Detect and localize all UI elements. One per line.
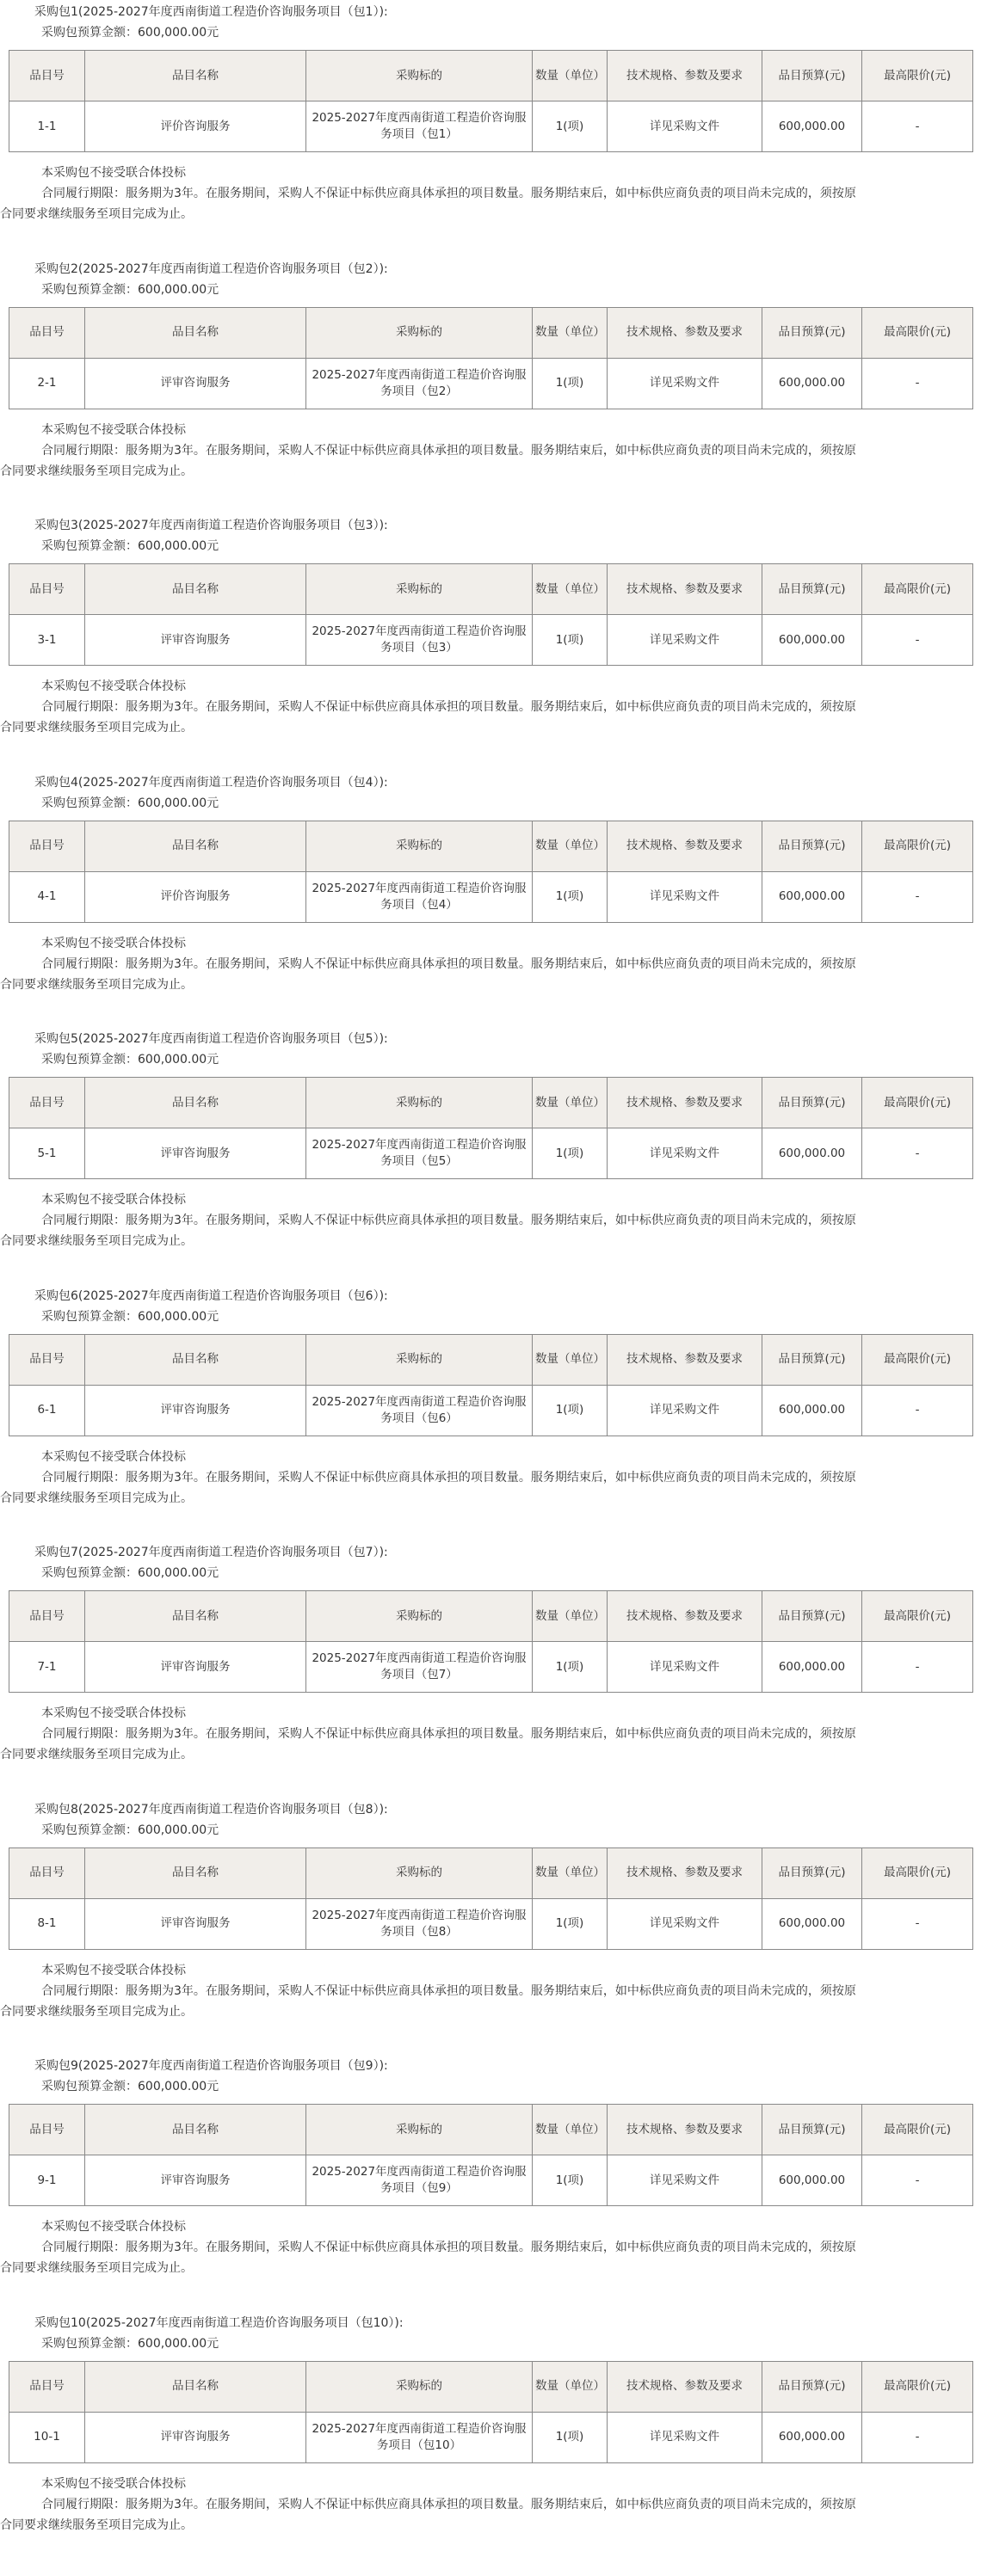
header-quantity: 数量（单位） <box>533 564 608 615</box>
table-header-row <box>9 1078 973 1128</box>
table-row <box>9 1642 973 1693</box>
package-title: 采购包5(2025-2027年度西南街道工程造价咨询服务项目（包5）): <box>34 1032 388 1046</box>
header-quantity: 数量（单位） <box>533 2105 608 2155</box>
header-subject: 采购标的 <box>306 1334 533 1385</box>
table-row <box>9 1385 973 1436</box>
cell-quantity: 1(项) <box>533 2155 608 2206</box>
header-max-price: 最高限价(元) <box>862 1078 973 1128</box>
table-header-row <box>9 1591 973 1642</box>
table-header-row <box>9 307 973 358</box>
cell-subject: 2025-2027年度西南街道工程造价咨询服务项目（包2） <box>306 358 533 409</box>
cell-spec: 详见采购文件 <box>608 2412 762 2462</box>
cell-item-no: 3-1 <box>9 615 85 666</box>
items-table <box>9 1847 973 1950</box>
cell-item-name: 评审咨询服务 <box>85 1385 306 1436</box>
contract-term-continued: 合同要求继续服务至项目完成为止。 <box>0 1234 193 1248</box>
cell-item-name: 评审咨询服务 <box>85 358 306 409</box>
header-subject: 采购标的 <box>306 2361 533 2412</box>
contract-term: 合同履行期限：服务期为3年。在服务期间，采购人不保证中标供应商具体承担的项目数量。服务期结束后，如中标供应商负责的项目尚未完成的，须按原 <box>41 443 856 458</box>
cell-quantity: 1(项) <box>533 871 608 922</box>
header-budget: 品目预算(元) <box>762 2105 862 2155</box>
items-table <box>9 821 973 923</box>
header-max-price: 最高限价(元) <box>862 2361 973 2412</box>
cell-max-price: - <box>862 1128 973 1179</box>
contract-term: 合同履行期限：服务期为3年。在服务期间，采购人不保证中标供应商具体承担的项目数量。服务期结束后，如中标供应商负责的项目尚未完成的，须按原 <box>41 1214 856 1227</box>
header-max-price: 最高限价(元) <box>862 821 973 871</box>
table-header-row <box>9 51 973 101</box>
header-subject: 采购标的 <box>306 821 533 871</box>
header-spec: 技术规格、参数及要求 <box>608 1591 762 1642</box>
contract-term: 合同履行期限：服务期为3年。在服务期间，采购人不保证中标供应商具体承担的项目数量。服务期结束后，如中标供应商负责的项目尚未完成的，须按原 <box>41 1983 856 1998</box>
consortium-note: 本采购包不接受联合体投标 <box>41 2220 186 2234</box>
header-spec: 技术规格、参数及要求 <box>608 1334 762 1385</box>
header-max-price: 最高限价(元) <box>862 564 973 615</box>
contract-term-continued: 合同要求继续服务至项目完成为止。 <box>0 1491 193 1505</box>
items-table <box>9 1077 973 1179</box>
contract-term-continued: 合同要求继续服务至项目完成为止。 <box>0 721 193 735</box>
header-subject: 采购标的 <box>306 564 533 615</box>
header-item-no: 品目号 <box>9 307 85 358</box>
cell-spec: 详见采购文件 <box>608 1642 762 1693</box>
cell-item-no: 10-1 <box>9 2412 85 2462</box>
items-table <box>9 2104 973 2206</box>
cell-item-no: 5-1 <box>9 1128 85 1179</box>
cell-max-price: - <box>862 2155 973 2206</box>
cell-subject: 2025-2027年度西南街道工程造价咨询服务项目（包3） <box>306 615 533 666</box>
header-spec: 技术规格、参数及要求 <box>608 564 762 615</box>
table-row <box>9 2155 973 2206</box>
package-title: 采购包1(2025-2027年度西南街道工程造价咨询服务项目（包1）): <box>34 5 388 19</box>
cell-item-name: 评价咨询服务 <box>85 101 306 152</box>
cell-quantity: 1(项) <box>533 2412 608 2462</box>
header-item-name: 品目名称 <box>85 1591 306 1642</box>
cell-item-no: 2-1 <box>9 358 85 409</box>
package-title: 采购包10(2025-2027年度西南街道工程造价咨询服务项目（包10）): <box>34 2315 404 2330</box>
table-row <box>9 1128 973 1179</box>
cell-max-price: - <box>862 101 973 152</box>
cell-item-no: 7-1 <box>9 1642 85 1693</box>
procurement-package <box>0 772 981 1030</box>
cell-quantity: 1(项) <box>533 1128 608 1179</box>
contract-term: 合同履行期限：服务期为3年。在服务期间，采购人不保证中标供应商具体承担的项目数量。服务期结束后，如中标供应商负责的项目尚未完成的，须按原 <box>41 700 856 714</box>
header-spec: 技术规格、参数及要求 <box>608 1847 762 1898</box>
package-title: 采购包7(2025-2027年度西南街道工程造价咨询服务项目（包7）): <box>34 1546 388 1559</box>
package-title: 采购包6(2025-2027年度西南街道工程造价咨询服务项目（包6）): <box>34 1288 388 1303</box>
header-max-price: 最高限价(元) <box>862 1847 973 1898</box>
cell-spec: 详见采购文件 <box>608 2155 762 2206</box>
header-item-no: 品目号 <box>9 51 85 101</box>
consortium-note: 本采购包不接受联合体投标 <box>41 1193 186 1207</box>
items-table <box>9 307 973 409</box>
cell-max-price: - <box>862 1642 973 1693</box>
cell-quantity: 1(项) <box>533 358 608 409</box>
header-quantity: 数量（单位） <box>533 307 608 358</box>
cell-subject: 2025-2027年度西南街道工程造价咨询服务项目（包7） <box>306 1642 533 1693</box>
consortium-note: 本采购包不接受联合体投标 <box>41 166 186 180</box>
header-spec: 技术规格、参数及要求 <box>608 2105 762 2155</box>
cell-subject: 2025-2027年度西南街道工程造价咨询服务项目（包5） <box>306 1128 533 1179</box>
cell-subject: 2025-2027年度西南街道工程造价咨询服务项目（包6） <box>306 1385 533 1436</box>
procurement-package <box>0 2056 981 2313</box>
header-item-name: 品目名称 <box>85 1847 306 1898</box>
cell-budget: 600,000.00 <box>762 1898 862 1949</box>
cell-quantity: 1(项) <box>533 1385 608 1436</box>
cell-spec: 详见采购文件 <box>608 358 762 409</box>
header-budget: 品目预算(元) <box>762 51 862 101</box>
cell-item-name: 评审咨询服务 <box>85 615 306 666</box>
cell-item-name: 评审咨询服务 <box>85 2412 306 2462</box>
package-budget: 采购包预算金额：600,000.00元 <box>41 1053 219 1067</box>
contract-term-continued: 合同要求继续服务至项目完成为止。 <box>0 977 193 992</box>
contract-term-continued: 合同要求继续服务至项目完成为止。 <box>0 464 193 478</box>
header-quantity: 数量（单位） <box>533 1847 608 1898</box>
package-budget: 采购包预算金额：600,000.00元 <box>41 1823 219 1837</box>
header-item-no: 品目号 <box>9 1334 85 1385</box>
cell-spec: 详见采购文件 <box>608 871 762 922</box>
contract-term-continued: 合同要求继续服务至项目完成为止。 <box>0 207 193 221</box>
consortium-note: 本采购包不接受联合体投标 <box>41 1706 186 1720</box>
header-budget: 品目预算(元) <box>762 307 862 358</box>
header-subject: 采购标的 <box>306 1078 533 1128</box>
procurement-package <box>0 259 981 516</box>
header-quantity: 数量（单位） <box>533 51 608 101</box>
cell-max-price: - <box>862 358 973 409</box>
cell-budget: 600,000.00 <box>762 101 862 152</box>
package-title: 采购包2(2025-2027年度西南街道工程造价咨询服务项目（包2）): <box>34 261 388 276</box>
cell-spec: 详见采购文件 <box>608 1898 762 1949</box>
package-budget: 采购包预算金额：600,000.00元 <box>41 2080 219 2093</box>
cell-budget: 600,000.00 <box>762 615 862 666</box>
cell-item-no: 1-1 <box>9 101 85 152</box>
contract-term: 合同履行期限：服务期为3年。在服务期间，采购人不保证中标供应商具体承担的项目数量。服务期结束后，如中标供应商负责的项目尚未完成的，须按原 <box>41 187 856 200</box>
header-budget: 品目预算(元) <box>762 1078 862 1128</box>
procurement-package <box>0 2313 981 2570</box>
consortium-note: 本采购包不接受联合体投标 <box>41 1963 186 1977</box>
cell-quantity: 1(项) <box>533 101 608 152</box>
header-quantity: 数量（单位） <box>533 2361 608 2412</box>
header-subject: 采购标的 <box>306 1847 533 1898</box>
procurement-package <box>0 2 981 259</box>
package-budget: 采购包预算金额：600,000.00元 <box>41 1309 219 1324</box>
header-budget: 品目预算(元) <box>762 564 862 615</box>
cell-item-name: 评审咨询服务 <box>85 1642 306 1693</box>
header-max-price: 最高限价(元) <box>862 307 973 358</box>
cell-budget: 600,000.00 <box>762 871 862 922</box>
header-item-no: 品目号 <box>9 2361 85 2412</box>
cell-subject: 2025-2027年度西南街道工程造价咨询服务项目（包4） <box>306 871 533 922</box>
cell-max-price: - <box>862 1385 973 1436</box>
consortium-note: 本采购包不接受联合体投标 <box>41 936 186 950</box>
table-header-row <box>9 2105 973 2155</box>
header-item-name: 品目名称 <box>85 1334 306 1385</box>
cell-quantity: 1(项) <box>533 1642 608 1693</box>
package-title: 采购包4(2025-2027年度西南街道工程造价咨询服务项目（包4）): <box>34 775 388 790</box>
header-item-name: 品目名称 <box>85 564 306 615</box>
header-subject: 采购标的 <box>306 2105 533 2155</box>
consortium-note: 本采购包不接受联合体投标 <box>41 2476 186 2491</box>
cell-spec: 详见采购文件 <box>608 1385 762 1436</box>
header-budget: 品目预算(元) <box>762 821 862 871</box>
header-item-name: 品目名称 <box>85 1078 306 1128</box>
header-quantity: 数量（单位） <box>533 821 608 871</box>
table-row <box>9 1898 973 1949</box>
cell-budget: 600,000.00 <box>762 1128 862 1179</box>
contract-term: 合同履行期限：服务期为3年。在服务期间，采购人不保证中标供应商具体承担的项目数量。服务期结束后，如中标供应商负责的项目尚未完成的，须按原 <box>41 2241 856 2254</box>
package-budget: 采购包预算金额：600,000.00元 <box>41 2336 219 2351</box>
cell-max-price: - <box>862 871 973 922</box>
cell-budget: 600,000.00 <box>762 2155 862 2206</box>
cell-budget: 600,000.00 <box>762 2412 862 2462</box>
header-max-price: 最高限价(元) <box>862 1334 973 1385</box>
table-row <box>9 101 973 152</box>
cell-spec: 详见采购文件 <box>608 101 762 152</box>
header-quantity: 数量（单位） <box>533 1334 608 1385</box>
procurement-package <box>0 1029 981 1286</box>
header-item-no: 品目号 <box>9 564 85 615</box>
header-subject: 采购标的 <box>306 307 533 358</box>
cell-budget: 600,000.00 <box>762 1385 862 1436</box>
cell-max-price: - <box>862 615 973 666</box>
header-max-price: 最高限价(元) <box>862 1591 973 1642</box>
contract-term: 合同履行期限：服务期为3年。在服务期间，采购人不保证中标供应商具体承担的项目数量。服务期结束后，如中标供应商负责的项目尚未完成的，须按原 <box>41 2497 856 2511</box>
package-budget: 采购包预算金额：600,000.00元 <box>41 796 219 810</box>
cell-subject: 2025-2027年度西南街道工程造价咨询服务项目（包10） <box>306 2412 533 2462</box>
header-spec: 技术规格、参数及要求 <box>608 307 762 358</box>
header-max-price: 最高限价(元) <box>862 51 973 101</box>
cell-item-no: 8-1 <box>9 1898 85 1949</box>
table-header-row <box>9 1334 973 1385</box>
items-table <box>9 1334 973 1436</box>
contract-term-continued: 合同要求继续服务至项目完成为止。 <box>0 2518 193 2532</box>
package-budget: 采购包预算金额：600,000.00元 <box>41 539 219 553</box>
procurement-package <box>0 1286 981 1543</box>
header-quantity: 数量（单位） <box>533 1078 608 1128</box>
header-spec: 技术规格、参数及要求 <box>608 821 762 871</box>
package-budget: 采购包预算金额：600,000.00元 <box>41 282 219 297</box>
cell-item-no: 4-1 <box>9 871 85 922</box>
package-budget: 采购包预算金额：600,000.00元 <box>41 26 219 40</box>
package-title: 采购包8(2025-2027年度西南街道工程造价咨询服务项目（包8）): <box>34 1802 388 1817</box>
table-row <box>9 358 973 409</box>
header-subject: 采购标的 <box>306 51 533 101</box>
contract-term: 合同履行期限：服务期为3年。在服务期间，采购人不保证中标供应商具体承担的项目数量。服务期结束后，如中标供应商负责的项目尚未完成的，须按原 <box>41 956 856 971</box>
package-title: 采购包3(2025-2027年度西南街道工程造价咨询服务项目（包3）): <box>34 519 388 532</box>
header-spec: 技术规格、参数及要求 <box>608 2361 762 2412</box>
table-row <box>9 615 973 666</box>
cell-item-name: 评价咨询服务 <box>85 871 306 922</box>
consortium-note: 本采购包不接受联合体投标 <box>41 1449 186 1464</box>
header-quantity: 数量（单位） <box>533 1591 608 1642</box>
cell-item-name: 评审咨询服务 <box>85 1898 306 1949</box>
header-item-name: 品目名称 <box>85 821 306 871</box>
items-table <box>9 1590 973 1693</box>
cell-subject: 2025-2027年度西南街道工程造价咨询服务项目（包9） <box>306 2155 533 2206</box>
table-header-row <box>9 821 973 871</box>
header-item-name: 品目名称 <box>85 2361 306 2412</box>
cell-item-no: 6-1 <box>9 1385 85 1436</box>
header-item-no: 品目号 <box>9 2105 85 2155</box>
cell-item-name: 评审咨询服务 <box>85 2155 306 2206</box>
consortium-note: 本采购包不接受联合体投标 <box>41 679 186 693</box>
consortium-note: 本采购包不接受联合体投标 <box>41 422 186 437</box>
header-spec: 技术规格、参数及要求 <box>608 1078 762 1128</box>
items-table <box>9 563 973 666</box>
cell-max-price: - <box>862 2412 973 2462</box>
contract-term-continued: 合同要求继续服务至项目完成为止。 <box>0 1748 193 1761</box>
cell-item-no: 9-1 <box>9 2155 85 2206</box>
procurement-package <box>0 1542 981 1799</box>
table-row <box>9 871 973 922</box>
cell-item-name: 评审咨询服务 <box>85 1128 306 1179</box>
cell-spec: 详见采购文件 <box>608 1128 762 1179</box>
items-table <box>9 2361 973 2463</box>
header-budget: 品目预算(元) <box>762 1847 862 1898</box>
cell-budget: 600,000.00 <box>762 1642 862 1693</box>
cell-max-price: - <box>862 1898 973 1949</box>
header-budget: 品目预算(元) <box>762 1334 862 1385</box>
header-subject: 采购标的 <box>306 1591 533 1642</box>
table-row <box>9 2412 973 2462</box>
header-item-name: 品目名称 <box>85 51 306 101</box>
package-title: 采购包9(2025-2027年度西南街道工程造价咨询服务项目（包9）): <box>34 2059 388 2073</box>
contract-term-continued: 合同要求继续服务至项目完成为止。 <box>0 2261 193 2275</box>
header-spec: 技术规格、参数及要求 <box>608 51 762 101</box>
package-budget: 采购包预算金额：600,000.00元 <box>41 1566 219 1580</box>
header-item-name: 品目名称 <box>85 2105 306 2155</box>
procurement-package <box>0 515 981 772</box>
cell-subject: 2025-2027年度西南街道工程造价咨询服务项目（包8） <box>306 1898 533 1949</box>
header-max-price: 最高限价(元) <box>862 2105 973 2155</box>
cell-quantity: 1(项) <box>533 1898 608 1949</box>
cell-subject: 2025-2027年度西南街道工程造价咨询服务项目（包1） <box>306 101 533 152</box>
contract-term: 合同履行期限：服务期为3年。在服务期间，采购人不保证中标供应商具体承担的项目数量。服务期结束后，如中标供应商负责的项目尚未完成的，须按原 <box>41 1727 856 1741</box>
contract-term-continued: 合同要求继续服务至项目完成为止。 <box>0 2004 193 2019</box>
table-header-row <box>9 1847 973 1898</box>
header-item-no: 品目号 <box>9 821 85 871</box>
table-header-row <box>9 564 973 615</box>
table-header-row <box>9 2361 973 2412</box>
items-table <box>9 50 973 152</box>
cell-quantity: 1(项) <box>533 615 608 666</box>
header-item-no: 品目号 <box>9 1078 85 1128</box>
header-budget: 品目预算(元) <box>762 1591 862 1642</box>
cell-budget: 600,000.00 <box>762 358 862 409</box>
procurement-package <box>0 1799 981 2056</box>
header-item-no: 品目号 <box>9 1591 85 1642</box>
header-budget: 品目预算(元) <box>762 2361 862 2412</box>
contract-term: 合同履行期限：服务期为3年。在服务期间，采购人不保证中标供应商具体承担的项目数量。服务期结束后，如中标供应商负责的项目尚未完成的，须按原 <box>41 1470 856 1485</box>
header-item-no: 品目号 <box>9 1847 85 1898</box>
header-item-name: 品目名称 <box>85 307 306 358</box>
cell-spec: 详见采购文件 <box>608 615 762 666</box>
